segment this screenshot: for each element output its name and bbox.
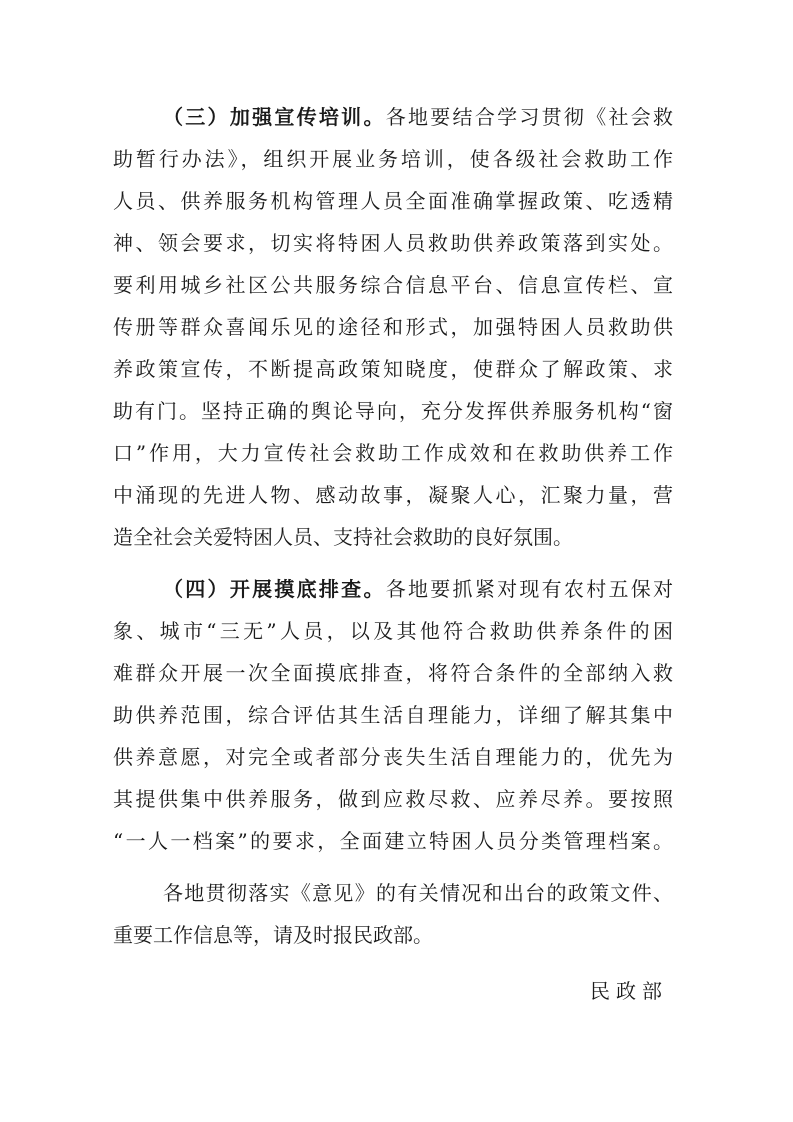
paragraph-text: 各地要结合学习贯彻《社会救	[385, 105, 673, 129]
paragraph-line: 要利用城乡社区公共服务综合信息平台、信息宣传栏、宣	[113, 273, 673, 297]
paragraph-line: 助供养范围，综合评估其生活自理能力，详细了解其集中	[113, 703, 673, 727]
paragraph-line: 传册等群众喜闻乐见的途径和形式，加强特困人员救助供	[113, 315, 673, 339]
signature: 民政部	[590, 979, 668, 1003]
paragraph-line: 造全社会关爱特困人员、支持社会救助的良好氛围。	[113, 525, 573, 549]
paragraph-line: 重要工作信息等，请及时报民政部。	[113, 923, 433, 947]
paragraph-line: 中涌现的先进人物、感动故事，凝聚人心，汇聚力量，营	[113, 483, 673, 507]
paragraph-line: 助有门。坚持正确的舆论导向，充分发挥供养服务机构“窗	[113, 399, 673, 423]
paragraph-line	[163, 575, 673, 603]
paragraph-line: “一人一档案”的要求，全面建立特困人员分类管理档案。	[113, 829, 673, 853]
section-heading: （三）加强宣传培训。	[163, 105, 386, 129]
paragraph-line: 助暂行办法》，组织开展业务培训，使各级社会救助工作	[113, 147, 673, 171]
paragraph-line: 各地贯彻落实《意见》的有关情况和出台的政策文件、	[163, 881, 673, 905]
paragraph-line: 象、城市“三无”人员，以及其他符合救助供养条件的困	[113, 619, 673, 643]
paragraph-line: 人员、供养服务机构管理人员全面准确掌握政策、吃透精	[113, 189, 673, 213]
paragraph-line: 难群众开展一次全面摸底排查，将符合条件的全部纳入救	[113, 661, 673, 685]
paragraph-text: 各地要抓紧对现有农村五保对	[385, 577, 673, 601]
section-heading: （四）开展摸底排查。	[163, 577, 386, 601]
paragraph-line: 养政策宣传，不断提高政策知晓度，使群众了解政策、求	[113, 357, 673, 381]
paragraph-line	[163, 103, 673, 131]
paragraph-line: 其提供集中供养服务，做到应救尽救、应养尽养。要按照	[113, 787, 673, 811]
paragraph-line: 供养意愿，对完全或者部分丧失生活自理能力的，优先为	[113, 745, 673, 769]
paragraph-line: 口”作用，大力宣传社会救助工作成效和在救助供养工作	[113, 441, 673, 465]
paragraph-line: 神、领会要求，切实将特困人员救助供养政策落到实处。	[113, 231, 673, 255]
